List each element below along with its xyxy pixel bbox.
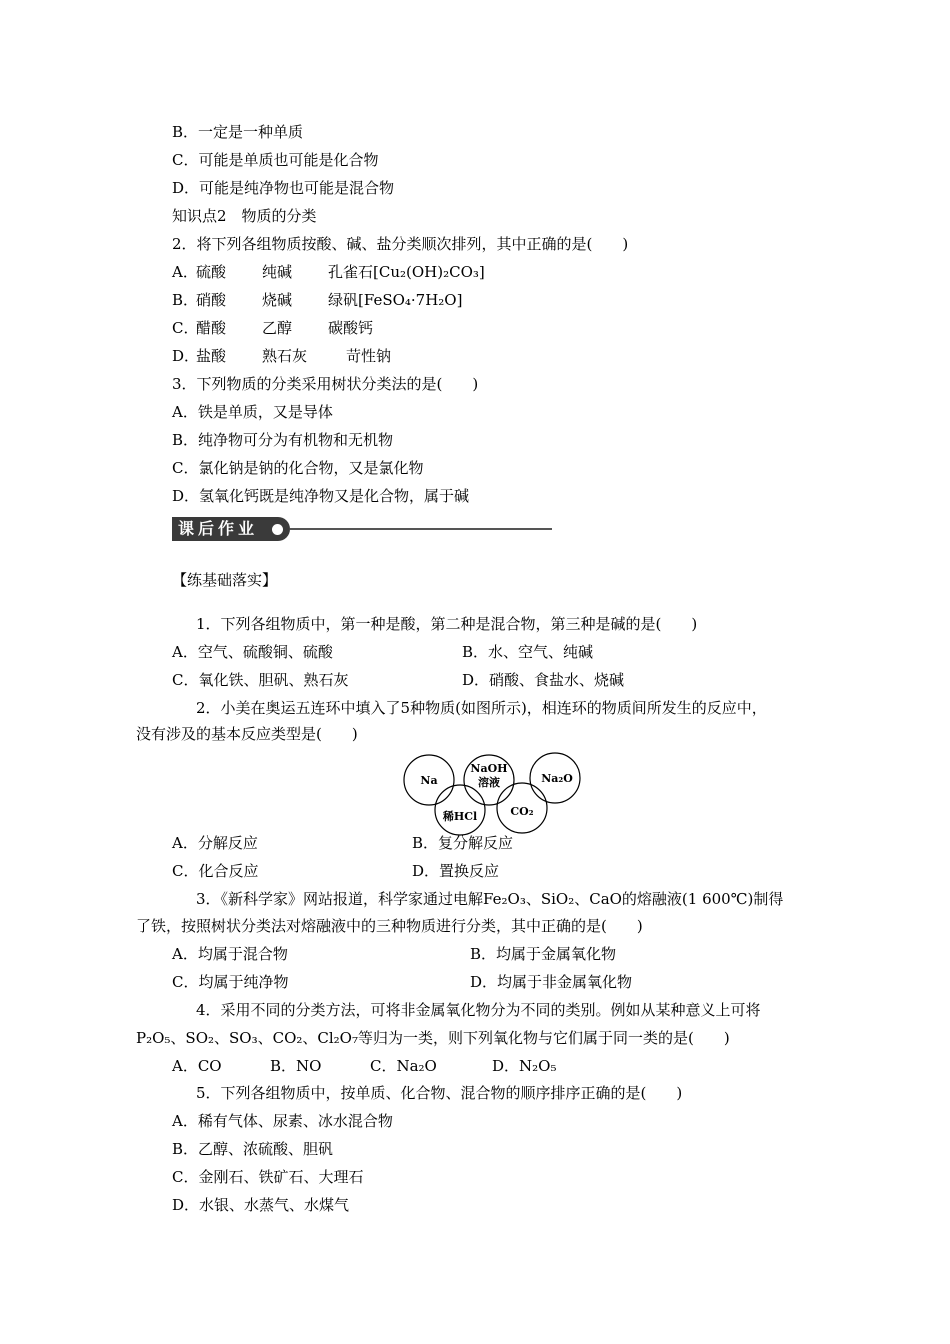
hw1-option-c: C．氧化铁、胆矾、熟石灰	[172, 671, 349, 689]
knowledge-point-heading: 知识点2 物质的分类	[172, 207, 317, 225]
banner-dot-icon	[272, 524, 283, 535]
hw2-stem-line2: 没有涉及的基本反应类型是( )	[136, 725, 358, 743]
ring-label-na2o: Na₂O	[541, 772, 573, 785]
hw5-stem: 5．下列各组物质中，按单质、化合物、混合物的顺序排序正确的是( )	[196, 1084, 683, 1102]
hw1-option-b: B．水、空气、纯碱	[462, 643, 594, 661]
option-item: 烧碱	[262, 291, 293, 309]
hw5-option-a: A．稀有气体、尿素、冰水混合物	[172, 1112, 393, 1130]
option-item: 碳酸钙	[328, 319, 374, 337]
option-item: 熟石灰	[262, 347, 308, 365]
hw3-option-c: C．均属于纯净物	[172, 973, 289, 991]
option-letter: C．	[172, 319, 199, 337]
option-letter: D．	[172, 347, 200, 365]
option-item: 绿矾[FeSO₄·7H₂O]	[328, 291, 463, 309]
ring-label-naoh: NaOH	[470, 762, 508, 775]
question-3-option-d: D．氢氧化钙既是纯净物又是化合物，属于碱	[172, 487, 470, 505]
hw4-stem-line1: 4．采用不同的分类方法，可将非金属氧化物分为不同的类别。例如从某种意义上可将	[196, 1001, 761, 1019]
hw4-stem-line2: P₂O₅、SO₂、SO₃、CO₂、Cl₂O₇等归为一类，则下列氧化物与它们属于同一类的是( )	[136, 1029, 730, 1047]
option-d: D．可能是纯净物也可能是混合物	[172, 179, 395, 197]
hw2-option-d: D．置换反应	[412, 862, 500, 880]
hw2-option-a: A．分解反应	[172, 834, 258, 852]
option-letter: B．	[172, 291, 199, 309]
banner-title: 课后作业	[178, 519, 259, 538]
ring-label-hcl: 稀HCl	[442, 810, 478, 823]
option-item: 苛性钠	[346, 347, 392, 365]
question-3-option-c: C．氯化钠是钠的化合物，又是氯化物	[172, 459, 424, 477]
banner-rule	[290, 528, 552, 530]
option-item: 醋酸	[196, 319, 227, 337]
hw4-option-b: B．NO	[270, 1057, 322, 1075]
option-item: 盐酸	[196, 347, 227, 365]
olympic-rings-diagram	[400, 752, 585, 837]
hw3-option-d: D．均属于非金属氧化物	[470, 973, 633, 991]
hw1-stem: 1．下列各组物质中，第一种是酸，第二种是混合物，第三种是碱的是( )	[196, 615, 698, 633]
hw1-option-a: A．空气、硫酸铜、硫酸	[172, 643, 333, 661]
hw3-stem-line1: 3．《新科学家》网站报道，科学家通过电解Fe₂O₃、SiO₂、CaO的熔融液(1 600℃)制得	[196, 890, 784, 908]
hw4-option-d: D．N₂O₅	[492, 1057, 557, 1075]
hw3-option-b: B．均属于金属氧化物	[470, 945, 617, 963]
hw4-option-a: A．CO	[172, 1057, 222, 1075]
option-c: C．可能是单质也可能是化合物	[172, 151, 379, 169]
question-3-stem: 3．下列物质的分类采用树状分类法的是( )	[172, 375, 479, 393]
hw2-stem-line1: 2．小美在奥运五连环中填入了5种物质(如图所示)，相连环的物质间所发生的反应中，	[196, 699, 767, 717]
option-item: 硫酸	[196, 263, 227, 281]
hw5-option-d: D．水银、水蒸气、水煤气	[172, 1196, 350, 1214]
option-item: 硝酸	[196, 291, 227, 309]
hw1-option-d: D．硝酸、食盐水、烧碱	[462, 671, 625, 689]
hw4-option-c: C．Na₂O	[370, 1057, 437, 1075]
option-b: B．一定是一种单质	[172, 123, 304, 141]
hw2-option-c: C．化合反应	[172, 862, 259, 880]
option-item: 纯碱	[262, 263, 293, 281]
hw5-option-c: C．金刚石、铁矿石、大理石	[172, 1168, 364, 1186]
ring-label-na: Na	[420, 774, 438, 787]
hw3-option-a: A．均属于混合物	[172, 945, 288, 963]
hw5-option-b: B．乙醇、浓硫酸、胆矾	[172, 1140, 334, 1158]
option-item: 孔雀石[Cu₂(OH)₂CO₃]	[328, 263, 485, 281]
ring-label-solution: 溶液	[478, 776, 500, 789]
subsection-heading: 【练基础落实】	[172, 571, 278, 589]
question-2-stem: 2．将下列各组物质按酸、碱、盐分类顺次排列，其中正确的是( )	[172, 235, 629, 253]
homework-banner	[172, 517, 552, 543]
option-letter: A．	[172, 263, 198, 281]
option-item: 乙醇	[262, 319, 293, 337]
question-3-option-a: A．铁是单质，又是导体	[172, 403, 333, 421]
ring-label-co2: CO₂	[510, 805, 534, 818]
question-3-option-b: B．纯净物可分为有机物和无机物	[172, 431, 394, 449]
hw2-option-b: B．复分解反应	[412, 834, 514, 852]
hw3-stem-line2: 了铁，按照树状分类法对熔融液中的三种物质进行分类，其中正确的是( )	[136, 917, 643, 935]
